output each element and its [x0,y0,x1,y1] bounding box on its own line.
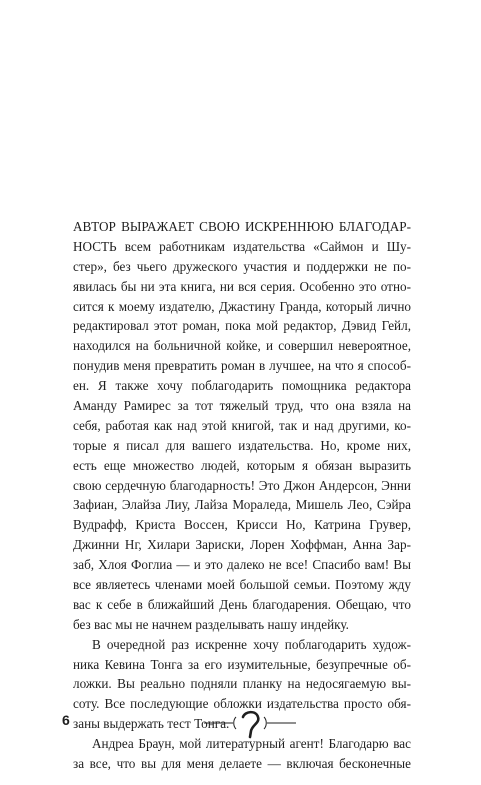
text-line: АВТОР ВЫРАЖАЕТ СВОЮ ИСКРЕННЮЮ БЛАГОДАР- [73,219,411,234]
text-line: за все, что вы для меня делаете — включая бесконечные [73,756,411,772]
text-line: Джинни Нг, Хилари Зариски, Лорен Хоффман, Анна Зар- [73,537,411,553]
text-line: без вас мы не начнем разделывать нашу индейку. [73,616,349,632]
text-line: свою сердечную благодарность! Это Джон Андерсон, Энни [73,477,411,493]
text-line: стер», без чьего дружеского участия и поддержки не по- [73,258,411,274]
text-line: явилась бы ни эта книга, ни вся серия. Особенно это отно- [73,278,411,294]
page-footer [0,703,481,743]
text-line: понудив меня превратить роман в лучшее, на что я способ- [73,358,411,374]
text-line: редактировал этот роман, пока мой редактор, Дэвид Гейл, [73,318,411,334]
page-number: 6 [62,712,70,728]
text-line: торые я писал для вашего издательства. Но, кроме них, [73,437,411,453]
text-line: НОСТЬ всем работникам издательства «Саймон и Шу- [73,238,411,254]
text-line: себя, работая как над этой книгой, так и над другими, ко- [73,417,411,433]
text-line: ложки. Вы реально подняли планку на недосягаемую вы- [73,676,411,692]
text-line: вас к себе в ближайший День благодарения. Обещаю, что [73,596,411,612]
text-line: все являетесь членами моей большой семьи. Поэтому жду [73,577,411,593]
text-line: есть еще множество людей, которым я обязан выразить [73,457,411,473]
text-line: соту. Все последующие обложки издательства просто обя- [73,696,411,712]
text-line: В очередной раз искренне хочу поблагодарить худож- [92,636,411,652]
text-line: Аманду Рамирес за тот тяжелый труд, что она взяла на [73,398,411,414]
paragraph-acknowledgement-1 [73,217,411,635]
text-line: сится к моему издателю, Джастину Гранда, который лично [73,298,411,314]
text-line: ника Кевина Тонга за его изумительные, безупречные об- [73,656,411,672]
body-text [73,217,411,774]
text-line: Андреа Браун, мой литературный агент! Благодарю вас [92,736,411,752]
text-line: заб, Хлоя Фоглиа — и это далеко не все! Спасибо вам! Вы [73,557,411,573]
text-line: заны выдержать тест Тонга. [73,716,230,732]
text-line: ен. Я также хочу поблагодарить помощника редактора [73,378,411,394]
hook-ornament-icon [200,705,300,741]
text-line: Зафиан, Элайза Лиу, Лайза Мораледа, Мишель Лео, Сэйра [73,497,411,513]
text-line: находился на больничной койке, и совершил невероятное, [73,338,411,354]
text-line: Вудрафф, Криста Воссен, Крисси Но, Катрина Грувер, [73,517,411,533]
